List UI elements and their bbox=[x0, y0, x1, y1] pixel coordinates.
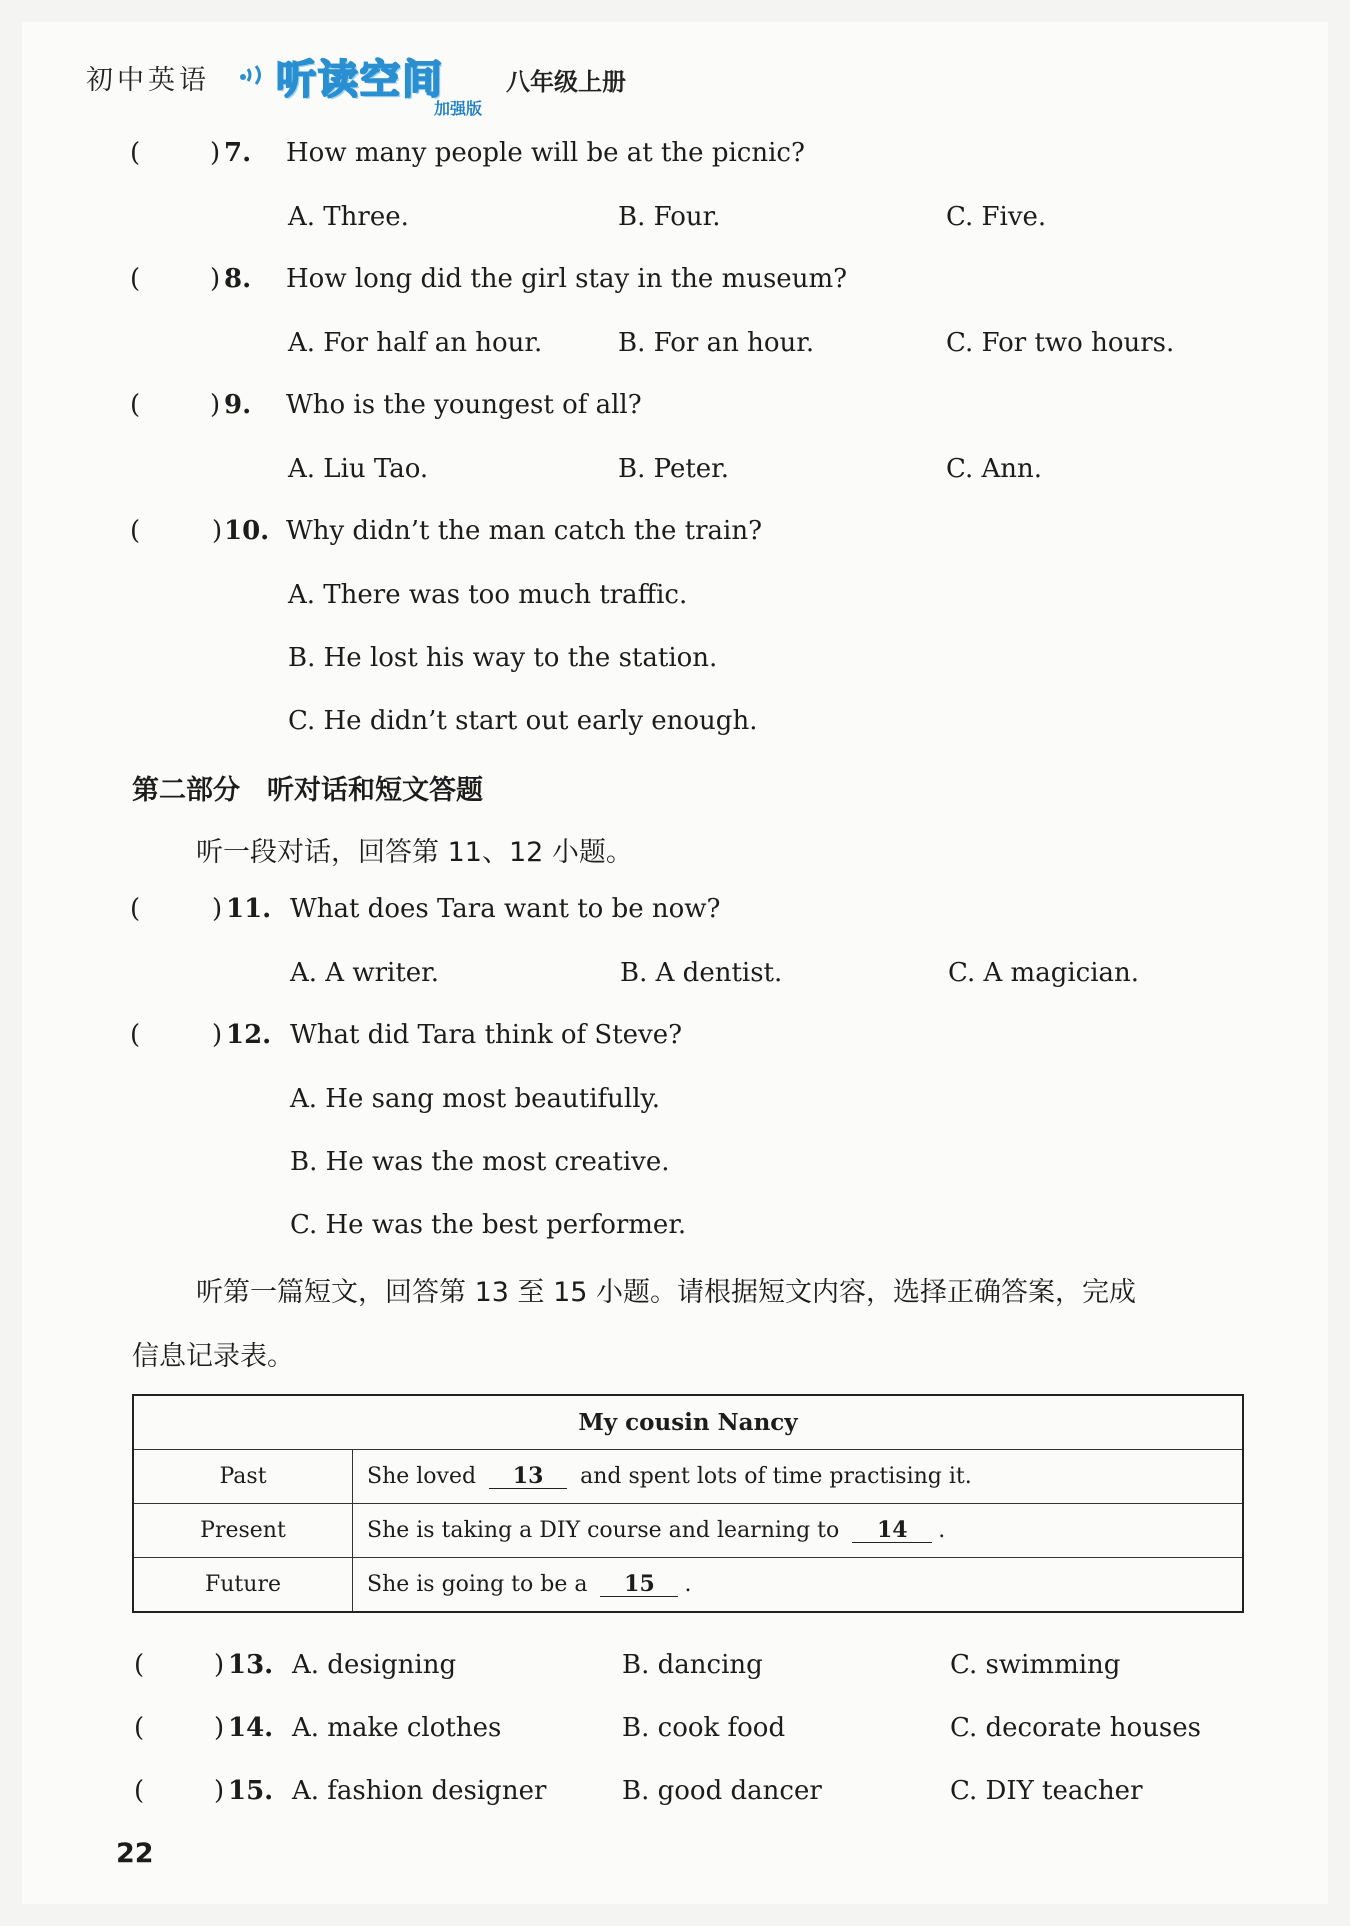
row-text-after: . bbox=[684, 1571, 692, 1597]
option-c: C. decorate houses bbox=[950, 1713, 1201, 1743]
answer-paren-left: ( bbox=[134, 1713, 145, 1743]
row-text-after: . bbox=[938, 1517, 946, 1543]
question-text: What did Tara think of Steve? bbox=[290, 1020, 683, 1050]
logo-subtitle: 加强版 bbox=[434, 99, 483, 118]
option-b: B. cook food bbox=[622, 1713, 786, 1743]
question-number: 12. bbox=[226, 1020, 272, 1050]
option-b: B. For an hour. bbox=[618, 328, 815, 358]
row-text-before: She loved bbox=[367, 1463, 477, 1489]
question-text: Who is the youngest of all? bbox=[286, 390, 642, 420]
logo-text: 听读空间 bbox=[276, 57, 444, 103]
info-record-table bbox=[132, 1394, 1244, 1613]
answer-paren-right: ) bbox=[210, 264, 221, 294]
answer-paren-left: ( bbox=[130, 894, 141, 924]
answer-paren-left: ( bbox=[130, 138, 141, 168]
answer-paren-left: ( bbox=[134, 1650, 145, 1680]
option-c: C. DIY teacher bbox=[950, 1776, 1143, 1806]
page-number: 22 bbox=[116, 1838, 154, 1869]
option-b: B. He was the most creative. bbox=[290, 1147, 670, 1177]
option-b: B. good dancer bbox=[622, 1776, 822, 1806]
option-a: A. He sang most beautifully. bbox=[290, 1084, 661, 1114]
question-number: 10. bbox=[224, 516, 270, 546]
row-text-after: and spent lots of time practising it. bbox=[580, 1463, 972, 1489]
option-a: A. Liu Tao. bbox=[288, 454, 429, 484]
answer-paren-right: ) bbox=[210, 138, 221, 168]
question-text: How long did the girl stay in the museum? bbox=[286, 264, 848, 294]
question-number: 14. bbox=[228, 1713, 274, 1743]
question-number: 15. bbox=[228, 1776, 274, 1806]
option-b: B. Peter. bbox=[618, 454, 730, 484]
answer-paren-right: ) bbox=[214, 1776, 225, 1806]
question-number: 11. bbox=[226, 894, 272, 924]
table-row bbox=[133, 1558, 1243, 1613]
answer-paren-right: ) bbox=[214, 1713, 225, 1743]
row-content bbox=[353, 1504, 1244, 1558]
answer-paren-right: ) bbox=[214, 1650, 225, 1680]
option-c: C. He didn’t start out early enough. bbox=[288, 706, 758, 736]
series-title: 初中英语 bbox=[86, 65, 210, 96]
table-row bbox=[133, 1504, 1243, 1558]
option-c: C. Five. bbox=[946, 202, 1047, 232]
option-a: A. designing bbox=[292, 1650, 457, 1680]
question-number: 13. bbox=[228, 1650, 274, 1680]
answer-paren-left: ( bbox=[134, 1776, 145, 1806]
option-b: B. dancing bbox=[622, 1650, 763, 1680]
sound-wave-icon bbox=[238, 64, 278, 98]
question-text: Why didn’t the man catch the train? bbox=[286, 516, 763, 546]
row-content bbox=[353, 1558, 1244, 1613]
option-a: A. Three. bbox=[288, 202, 409, 232]
row-text-before: She is taking a DIY course and learning to bbox=[367, 1517, 840, 1543]
option-c: C. For two hours. bbox=[946, 328, 1175, 358]
answer-paren-right: ) bbox=[212, 1020, 223, 1050]
instruction-dialogue: 听一段对话，回答第 11、12 小题。 bbox=[196, 837, 633, 868]
option-a: A. For half an hour. bbox=[288, 328, 543, 358]
option-b: B. A dentist. bbox=[620, 958, 783, 988]
option-b: B. He lost his way to the station. bbox=[288, 643, 718, 673]
answer-paren-left: ( bbox=[130, 264, 141, 294]
answer-blank-13: 13 bbox=[489, 1464, 567, 1489]
grade-label: 八年级上册 bbox=[506, 68, 626, 96]
answer-blank-15: 15 bbox=[600, 1572, 678, 1597]
option-a: A. A writer. bbox=[290, 958, 440, 988]
question-number: 8. bbox=[224, 264, 252, 294]
row-label: Future bbox=[133, 1558, 353, 1613]
instruction-passage-line1: 听第一篇短文，回答第 13 至 15 小题。请根据短文内容，选择正确答案，完成 bbox=[196, 1277, 1137, 1308]
option-c: C. A magician. bbox=[948, 958, 1140, 988]
row-label: Present bbox=[133, 1504, 353, 1558]
question-number: 9. bbox=[224, 390, 252, 420]
answer-paren-right: ) bbox=[212, 894, 223, 924]
row-content bbox=[353, 1450, 1244, 1504]
question-text: What does Tara want to be now? bbox=[290, 894, 721, 924]
answer-blank-14: 14 bbox=[852, 1518, 932, 1543]
instruction-passage-line2: 信息记录表。 bbox=[132, 1341, 294, 1372]
option-c: C. swimming bbox=[950, 1650, 1121, 1680]
option-b: B. Four. bbox=[618, 202, 721, 232]
answer-paren-right: ) bbox=[212, 516, 223, 546]
section-title: 第二部分 听对话和短文答题 bbox=[132, 775, 483, 806]
option-c: C. Ann. bbox=[946, 454, 1043, 484]
answer-paren-left: ( bbox=[130, 390, 141, 420]
question-number: 7. bbox=[224, 138, 252, 168]
answer-paren-right: ) bbox=[210, 390, 221, 420]
option-a: A. There was too much traffic. bbox=[288, 580, 688, 610]
option-a: A. fashion designer bbox=[292, 1776, 547, 1806]
option-a: A. make clothes bbox=[292, 1713, 502, 1743]
table-row bbox=[133, 1450, 1243, 1504]
option-c: C. He was the best performer. bbox=[290, 1210, 687, 1240]
question-text: How many people will be at the picnic? bbox=[286, 138, 805, 168]
row-text-before: She is going to be a bbox=[367, 1571, 588, 1597]
row-label: Past bbox=[133, 1450, 353, 1504]
answer-paren-left: ( bbox=[130, 1020, 141, 1050]
book-logo bbox=[238, 42, 498, 122]
answer-paren-left: ( bbox=[130, 516, 141, 546]
table-title: My cousin Nancy bbox=[133, 1395, 1243, 1450]
